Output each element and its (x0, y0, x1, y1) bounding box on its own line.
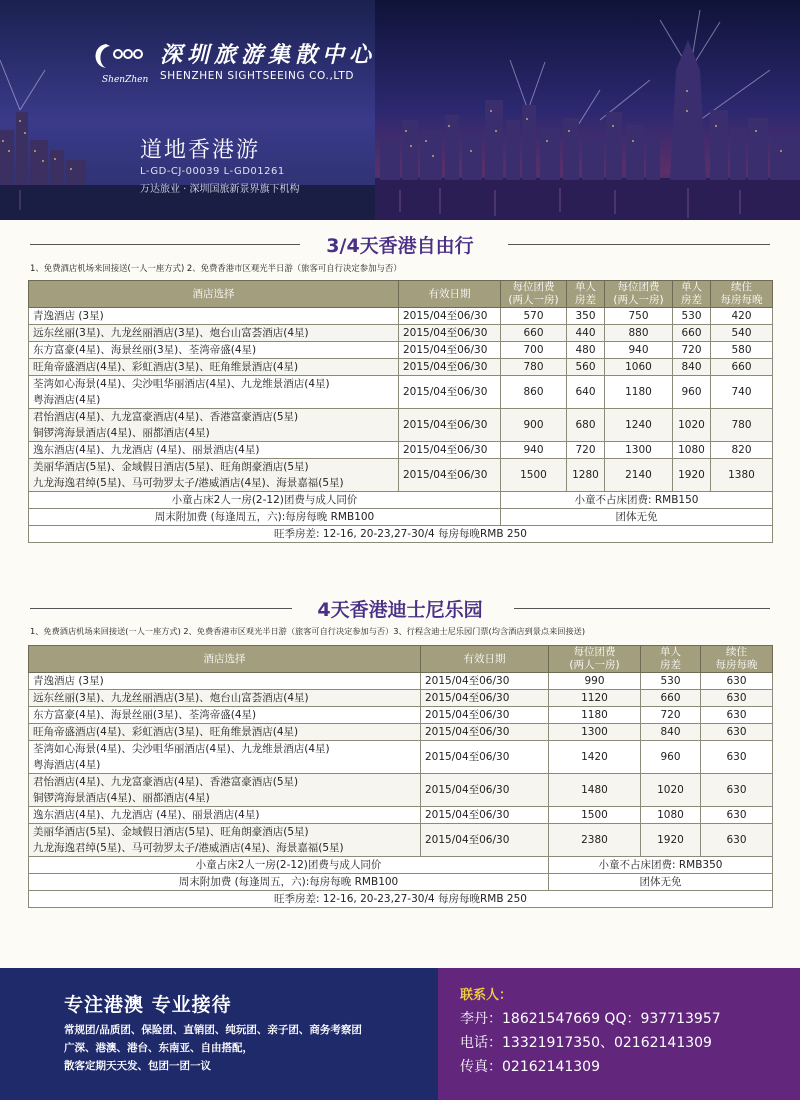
table-row (29, 409, 773, 442)
hotel-cell: 荃湾如心海景(4星)、尖沙咀华丽酒店(4星)、九龙维景酒店(4星) 粤海酒店(4星) (29, 376, 399, 409)
table-header-row (29, 646, 773, 673)
price-cell: 630 (701, 741, 773, 774)
date-cell: 2015/04至06/30 (399, 342, 501, 359)
table-row (29, 342, 773, 359)
price-cell: 630 (701, 807, 773, 824)
price-cell: 1020 (673, 409, 711, 442)
price-cell: 820 (711, 442, 773, 459)
section2-note: 1、免费酒店机场来回接送(一人一座方式) 2、免费香港市区观光半日游（旅客可自行决定参加与否）3、行程含迪士尼乐园门票(均含酒店到景点来回接送) (30, 626, 586, 636)
column-header: 每位团费 (两人一房) (605, 281, 673, 308)
price-cell: 1080 (673, 442, 711, 459)
table-row (29, 673, 773, 690)
hong-kong-skyline-illustration (0, 0, 800, 220)
price-cell: 1420 (549, 741, 641, 774)
price-cell: 720 (673, 342, 711, 359)
date-cell: 2015/04至06/30 (399, 325, 501, 342)
price-cell: 740 (711, 376, 773, 409)
table-row (29, 707, 773, 724)
contact-fax: 传真：02162141309 (460, 1059, 600, 1075)
peak-season-surcharge: 旺季房差: 12-16, 20-23,27-30/4 每房每晚RMB 250 (29, 891, 773, 908)
contact-label: 联系人： (460, 988, 513, 1003)
price-cell: 530 (641, 673, 701, 690)
table-header-row (29, 281, 773, 308)
weekend-surcharge: 周末附加费 (每逢周五，六):每房每晚 RMB100 (29, 509, 501, 526)
price-cell: 630 (701, 673, 773, 690)
section1-note: 1、免费酒店机场来回接送(一人一座方式) 2、免费香港市区观光半日游（旅客可自行决定参加与否） (30, 263, 402, 273)
price-cell: 1060 (605, 359, 673, 376)
contact-mobile: 李丹：18621547669 QQ：937713957 (460, 1011, 721, 1027)
header-banner (0, 0, 800, 220)
column-header: 酒店选择 (29, 646, 421, 673)
price-cell: 1020 (641, 774, 701, 807)
hotel-cell: 东方富豪(4星)、海景丝丽(3星)、荃湾帝盛(4星) (29, 342, 399, 359)
child-no-bed-price: 小童不占床团费: RMB150 (501, 492, 773, 509)
price-cell: 630 (701, 824, 773, 857)
price-cell: 720 (567, 442, 605, 459)
date-cell: 2015/04至06/30 (421, 724, 549, 741)
hotel-cell: 君怡酒店(4星)、九龙富豪酒店(4星)、香港富豪酒店(5星) 铜锣湾海景酒店(4星)、丽都酒店(4星) (29, 409, 399, 442)
contact-phone: 电话：13321917350、02162141309 (460, 1035, 712, 1051)
price-cell: 900 (501, 409, 567, 442)
price-cell: 580 (711, 342, 773, 359)
price-cell: 1380 (711, 459, 773, 492)
hotel-cell: 青逸酒店 (3星) (29, 673, 421, 690)
price-cell: 570 (501, 308, 567, 325)
section2-heading (0, 595, 800, 621)
column-header: 单人 房差 (567, 281, 605, 308)
table-row (29, 376, 773, 409)
date-cell: 2015/04至06/30 (421, 707, 549, 724)
table-row (29, 724, 773, 741)
date-cell: 2015/04至06/30 (421, 673, 549, 690)
price-cell: 1500 (549, 807, 641, 824)
date-cell: 2015/04至06/30 (421, 741, 549, 774)
date-cell: 2015/04至06/30 (421, 690, 549, 707)
price-cell: 750 (605, 308, 673, 325)
hotel-cell: 君怡酒店(4星)、九龙富豪酒店(4星)、香港富豪酒店(5星) 铜锣湾海景酒店(4星)、丽都酒店(4星) (29, 774, 421, 807)
price-cell: 680 (567, 409, 605, 442)
group-policy: 团体无免 (501, 509, 773, 526)
hotel-cell: 美丽华酒店(5星)、金域假日酒店(5星)、旺角朗豪酒店(5星) 九龙海逸君绰(5星)、马可勃罗太子/港威酒店(4星)、海景嘉福(5星) (29, 824, 421, 857)
child-policy-row (29, 857, 773, 874)
price-cell: 630 (701, 724, 773, 741)
table-row (29, 774, 773, 807)
price-cell: 1120 (549, 690, 641, 707)
hotel-cell: 青逸酒店 (3星) (29, 308, 399, 325)
price-cell: 1240 (605, 409, 673, 442)
price-cell: 1180 (605, 376, 673, 409)
column-header: 续住 每房每晚 (711, 281, 773, 308)
child-no-bed-price: 小童不占床团费: RMB350 (549, 857, 773, 874)
table-row (29, 807, 773, 824)
price-cell: 1280 (567, 459, 605, 492)
weekend-surcharge: 周末附加费 (每逢周五，六):每房每晚 RMB100 (29, 874, 549, 891)
child-policy-row (29, 492, 773, 509)
table-row (29, 442, 773, 459)
date-cell: 2015/04至06/30 (399, 376, 501, 409)
price-cell: 630 (701, 707, 773, 724)
table-row (29, 459, 773, 492)
section1-title: 3/4天香港自由行 (326, 235, 474, 257)
price-cell: 530 (673, 308, 711, 325)
page-title: 道地香港游 (140, 138, 261, 163)
price-cell: 660 (673, 325, 711, 342)
price-cell: 940 (605, 342, 673, 359)
company-name-en: SHENZHEN SIGHTSEEING CO.,LTD (160, 70, 355, 82)
price-cell: 660 (711, 359, 773, 376)
column-header: 单人 房差 (641, 646, 701, 673)
table-row (29, 690, 773, 707)
column-header: 每位团费 (两人一房) (501, 281, 567, 308)
price-cell: 640 (567, 376, 605, 409)
price-table-disney (28, 645, 773, 908)
service-line: 散客定期天天发、包团一团一议 (64, 1060, 211, 1072)
price-cell: 940 (501, 442, 567, 459)
date-cell: 2015/04至06/30 (399, 409, 501, 442)
price-cell: 840 (641, 724, 701, 741)
price-table-free-travel (28, 280, 773, 543)
peak-season-row (29, 526, 773, 543)
table-row (29, 308, 773, 325)
price-cell: 2380 (549, 824, 641, 857)
child-bed-policy: 小童占床2人一房(2-12)团费与成人同价 (29, 492, 501, 509)
price-cell: 350 (567, 308, 605, 325)
table-row (29, 741, 773, 774)
price-cell: 780 (501, 359, 567, 376)
table-row (29, 359, 773, 376)
price-cell: 420 (711, 308, 773, 325)
column-header: 有效日期 (421, 646, 549, 673)
price-cell: 960 (673, 376, 711, 409)
date-cell: 2015/04至06/30 (421, 807, 549, 824)
service-line: 常规团/品质团、保险团、直销团、纯玩团、亲子团、商务考察团 (64, 1024, 362, 1036)
price-cell: 560 (567, 359, 605, 376)
column-header: 续住 每房每晚 (701, 646, 773, 673)
price-cell: 860 (501, 376, 567, 409)
weekend-surcharge-row (29, 509, 773, 526)
price-cell: 480 (567, 342, 605, 359)
column-header: 每位团费 (两人一房) (549, 646, 641, 673)
price-cell: 1180 (549, 707, 641, 724)
column-header: 酒店选择 (29, 281, 399, 308)
date-cell: 2015/04至06/30 (421, 774, 549, 807)
license-numbers: L-GD-CJ-00039 L-GD01261 (140, 166, 285, 177)
price-cell: 440 (567, 325, 605, 342)
date-cell: 2015/04至06/30 (399, 308, 501, 325)
service-line: 广深、港澳、港台、东南亚、自由搭配， (64, 1042, 253, 1054)
date-cell: 2015/04至06/30 (421, 824, 549, 857)
logo-script-text: ShenZhen (102, 75, 148, 85)
price-cell: 630 (701, 690, 773, 707)
hotel-cell: 旺角帝盛酒店(4星)、彩虹酒店(3星)、旺角维景酒店(4星) (29, 724, 421, 741)
price-cell: 1500 (501, 459, 567, 492)
company-logo (88, 36, 388, 86)
price-cell: 840 (673, 359, 711, 376)
price-cell: 780 (711, 409, 773, 442)
column-header: 有效日期 (399, 281, 501, 308)
price-cell: 540 (711, 325, 773, 342)
price-cell: 1480 (549, 774, 641, 807)
price-cell: 660 (501, 325, 567, 342)
date-cell: 2015/04至06/30 (399, 459, 501, 492)
price-cell: 990 (549, 673, 641, 690)
hotel-cell: 旺角帝盛酒店(4星)、彩虹酒店(3星)、旺角维景酒店(4星) (29, 359, 399, 376)
price-cell: 630 (701, 774, 773, 807)
footer-slogan: 专注港澳 专业接待 (64, 994, 232, 1016)
hotel-cell: 美丽华酒店(5星)、金域假日酒店(5星)、旺角朗豪酒店(5星) 九龙海逸君绰(5星)、马可勃罗太子/港威酒店(4星)、海景嘉福(5星) (29, 459, 399, 492)
footer (0, 968, 800, 1100)
section2-title: 4天香港迪士尼乐园 (317, 599, 483, 621)
hotel-cell: 远东丝丽(3星)、九龙丝丽酒店(3星)、炮台山富荟酒店(4星) (29, 690, 421, 707)
date-cell: 2015/04至06/30 (399, 442, 501, 459)
hotel-cell: 东方富豪(4星)、海景丝丽(3星)、荃湾帝盛(4星) (29, 707, 421, 724)
price-cell: 1300 (605, 442, 673, 459)
child-bed-policy: 小童占床2人一房(2-12)团费与成人同价 (29, 857, 549, 874)
table-row (29, 325, 773, 342)
group-policy: 团体无免 (549, 874, 773, 891)
price-cell: 2140 (605, 459, 673, 492)
hotel-cell: 逸东酒店(4星)、九龙酒店 (4星)、丽景酒店(4星) (29, 807, 421, 824)
peak-season-surcharge: 旺季房差: 12-16, 20-23,27-30/4 每房每晚RMB 250 (29, 526, 773, 543)
table-row (29, 824, 773, 857)
price-cell: 880 (605, 325, 673, 342)
peak-season-row (29, 891, 773, 908)
price-cell: 1920 (673, 459, 711, 492)
price-cell: 720 (641, 707, 701, 724)
logo-emblem-icon (88, 36, 148, 86)
hotel-cell: 荃湾如心海景(4星)、尖沙咀华丽酒店(4星)、九龙维景酒店(4星) 粤海酒店(4星) (29, 741, 421, 774)
parent-organization: 万达旅业 · 深圳国旅新景界旗下机构 (140, 184, 300, 195)
hotel-cell: 逸东酒店(4星)、九龙酒店 (4星)、丽景酒店(4星) (29, 442, 399, 459)
column-header: 单人 房差 (673, 281, 711, 308)
company-name-cn: 深圳旅游集散中心 (160, 42, 377, 68)
price-cell: 1300 (549, 724, 641, 741)
price-cell: 700 (501, 342, 567, 359)
price-cell: 960 (641, 741, 701, 774)
hotel-cell: 远东丝丽(3星)、九龙丝丽酒店(3星)、炮台山富荟酒店(4星) (29, 325, 399, 342)
weekend-surcharge-row (29, 874, 773, 891)
date-cell: 2015/04至06/30 (399, 359, 501, 376)
price-cell: 1920 (641, 824, 701, 857)
section1-heading (0, 231, 800, 257)
price-cell: 1080 (641, 807, 701, 824)
price-cell: 660 (641, 690, 701, 707)
